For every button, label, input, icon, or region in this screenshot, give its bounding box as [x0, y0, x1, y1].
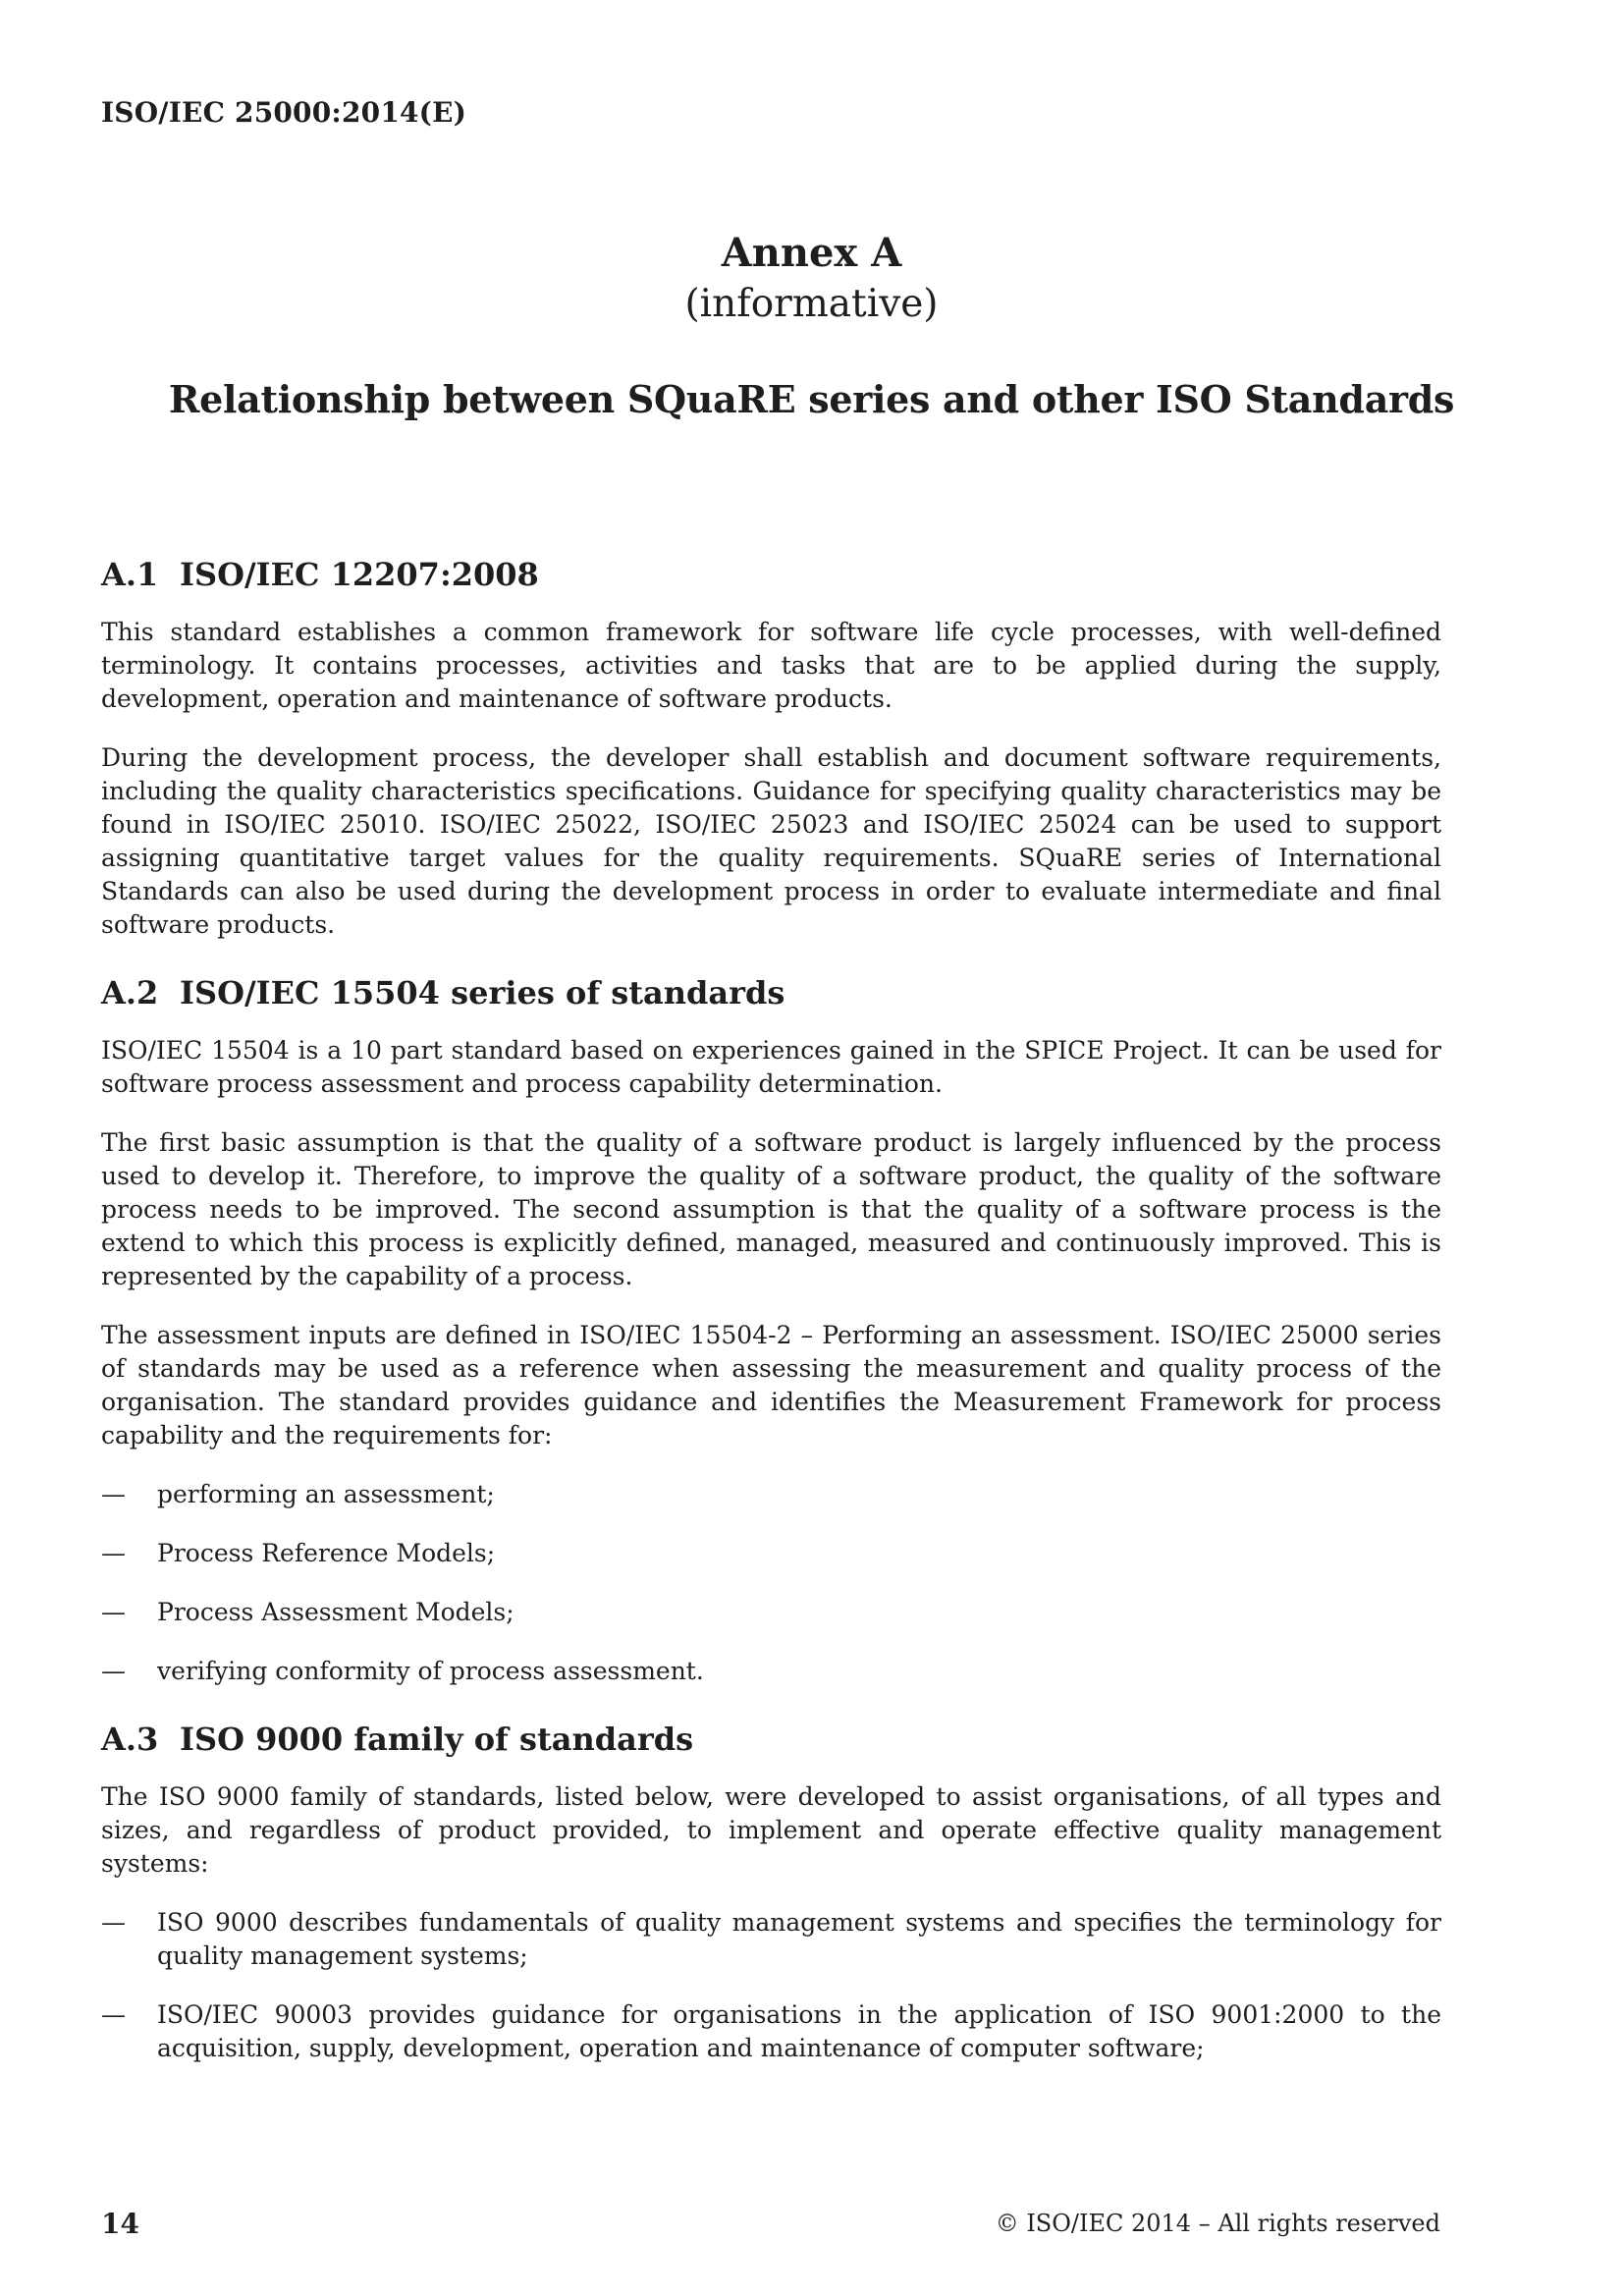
requirements-list [101, 1478, 1441, 1688]
section-number: A.2 [101, 974, 159, 1011]
iso9000-list [101, 1906, 1441, 2065]
dash-bullet: — [101, 1908, 126, 1937]
section-number: A.1 [101, 556, 159, 593]
annex-title: Annex A [721, 230, 902, 276]
paragraph: The assessment inputs are defined in ISO/IEC 15504-2 – Performing an assessment. ISO/IEC 25000 series of standards may be used as a reference when assessing the measurement and quality process of the organisation. The standard provides guidance and identifies the Measurement Framework for process capability and the requirements for: [101, 1321, 1441, 1449]
list-item-text: ISO 9000 describes fundamentals of quality management systems and specifies the terminology for quality management systems; [157, 1908, 1441, 1970]
annex-type: (informative) [684, 282, 939, 326]
section-a3 [101, 1720, 1441, 2065]
section-a1 [101, 555, 1441, 942]
paragraph: ISO/IEC 15504 is a 10 part standard based on experiences gained in the SPICE Project. It can be used for software process assessment and process capability determination. [101, 1036, 1441, 1098]
list-item [101, 1478, 1441, 1511]
dash-bullet: — [101, 2000, 126, 2029]
list-item-text: performing an assessment; [157, 1480, 495, 1508]
section-title: ISO/IEC 15504 series of standards [180, 974, 785, 1011]
section-heading [101, 1720, 1441, 1759]
list-item [101, 1596, 1441, 1629]
section-title: ISO 9000 family of standards [180, 1721, 694, 1758]
list-item-text: Process Reference Models; [157, 1539, 496, 1567]
section-number: A.3 [101, 1721, 159, 1758]
list-item-text: ISO/IEC 90003 provides guidance for organisations in the application of ISO 9001:2000 to the acquisition, supply, development, operation and maintenance of computer software; [157, 2000, 1441, 2062]
document-id: ISO/IEC 25000:2014(E) [101, 96, 467, 129]
dash-bullet: — [101, 1539, 126, 1567]
list-item [101, 1998, 1441, 2065]
copyright-notice: © ISO/IEC 2014 – All rights reserved [995, 2210, 1440, 2237]
list-item-text: Process Assessment Models; [157, 1598, 514, 1626]
dash-bullet: — [101, 1598, 126, 1626]
section-heading [101, 555, 1441, 594]
section-a2 [101, 973, 1441, 1688]
list-item [101, 1906, 1441, 1973]
section-heading [101, 973, 1441, 1012]
list-item [101, 1537, 1441, 1570]
paragraph: This standard establishes a common framework for software life cycle processes, with well-defined terminology. It contains processes, activities and tasks that are to be applied during the supply, development, operation and maintenance of software products. [101, 618, 1441, 713]
paragraph: The ISO 9000 family of standards, listed below, were developed to assist organisations, of all types and sizes, and regardless of product provided, to implement and operate effective quality management systems: [101, 1782, 1441, 1878]
list-item [101, 1655, 1441, 1688]
annex-body [101, 555, 1441, 2097]
dash-bullet: — [101, 1480, 126, 1508]
page-number: 14 [101, 2208, 139, 2240]
dash-bullet: — [101, 1657, 126, 1685]
paragraph: The first basic assumption is that the quality of a software product is largely influenced by the process used to develop it. Therefore, to improve the quality of a software product, the quality of the software process needs to be improved. The second assumption is that the quality of a software process is the extend to which this process is explicitly defined, managed, measured and continuously improved. This is represented by the capability of a process. [101, 1128, 1441, 1290]
annex-heading: Relationship between SQuaRE series and other ISO Standards [168, 377, 1455, 421]
section-title: ISO/IEC 12207:2008 [180, 556, 539, 593]
paragraph: During the development process, the developer shall establish and document software requirements, including the quality characteristics specifications. Guidance for specifying quality characteristics may be found in ISO/IEC 25010. ISO/IEC 25022, ISO/IEC 25023 and ISO/IEC 25024 can be used to support assigning quantitative target values for the quality requirements. SQuaRE series of International Standards can also be used during the development process in order to evaluate intermediate and final software products. [101, 743, 1441, 939]
list-item-text: verifying conformity of process assessment. [157, 1657, 704, 1685]
